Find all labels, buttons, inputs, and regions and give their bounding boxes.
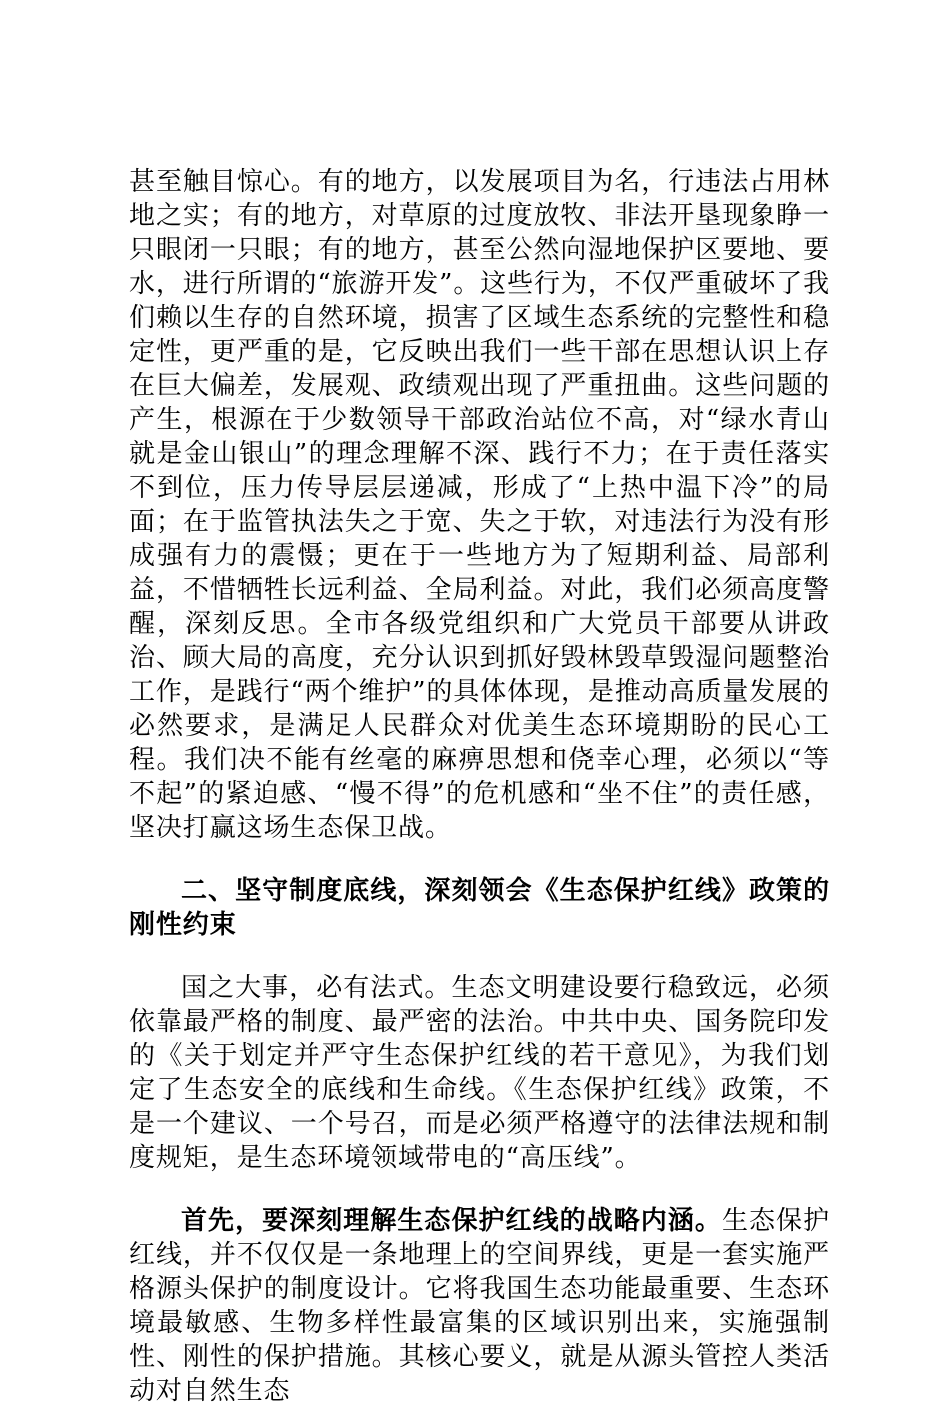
- body-paragraph-1: 甚至触目惊心。有的地方，以发展项目为名，行违法占用林地之实；有的地方，对草原的过度放牧、非法开垦现象睁一只眼闭一只眼；有的地方，甚至公然向湿地保护区要地、要水，进行所谓的“旅游开发”。这些行为，不仅严重破坏了我们赖以生存的自然环境，损害了区域生态系统的完整性和稳定性，更严重的是，它反映出我们一些干部在思想认识上存在巨大偏差，发展观、政绩观出现了严重扭曲。这些问题的产生，根源在于少数领导干部政治站位不高，对“绿水青山就是金山银山”的理念理解不深、践行不力；在于责任落实不到位，压力传导层层递减，形成了“上热中温下冷”的局面；在于监管执法失之于宽、失之于软，对违法行为没有形成强有力的震慑；更在于一些地方为了短期利益、局部利益，不惜牺牲长远利益、全局利益。对此，我们必须高度警醒，深刻反思。全市各级党组织和广大党员干部要从讲政治、顾大局的高度，充分认识到抓好毁林毁草毁湿问题整治工作，是践行“两个维护”的具体体现，是推动高质量发展的必然要求，是满足人民群众对优美生态环境期盼的民心工程。我们决不能有丝毫的麻痹思想和侥幸心理，必须以“等不起”的紧迫感、“慢不得”的危机感和“坐不住”的责任感，坚决打赢这场生态保卫战。: [129, 167, 830, 843]
- body-paragraph-2: 国之大事，必有法式。生态文明建设要行稳致远，必须依靠最严格的制度、最严密的法治。中共中央、国务院印发的《关于划定并严守生态保护红线的若干意见》，为我们划定了生态安全的底线和生命线。《生态保护红线》政策，不是一个建议、一个号召，而是必须严格遵守的法律法规和制度规矩，是生态环境领域带电的“高压线”。: [129, 973, 830, 1173]
- paragraph-lead-sentence: 首先，要深刻理解生态保护红线的战略内涵。: [181, 1206, 722, 1236]
- document-page: [129, 165, 830, 1408]
- body-paragraph-3: [129, 1204, 830, 1408]
- paragraph-body-text: 生态保护红线，并不仅仅是一条地理上的空间界线，更是一套实施严格源头保护的制度设计。它将我国生态功能最重要、生态环境最敏感、生物多样性最富集的区域识别出来，实施强制性、刚性的保护措施。其核心要义，就是从源头管控人类活动对自然生态: [129, 1206, 830, 1406]
- section-heading-2: 二、坚守制度底线，深刻领会《生态保护红线》政策的刚性约束: [129, 876, 830, 940]
